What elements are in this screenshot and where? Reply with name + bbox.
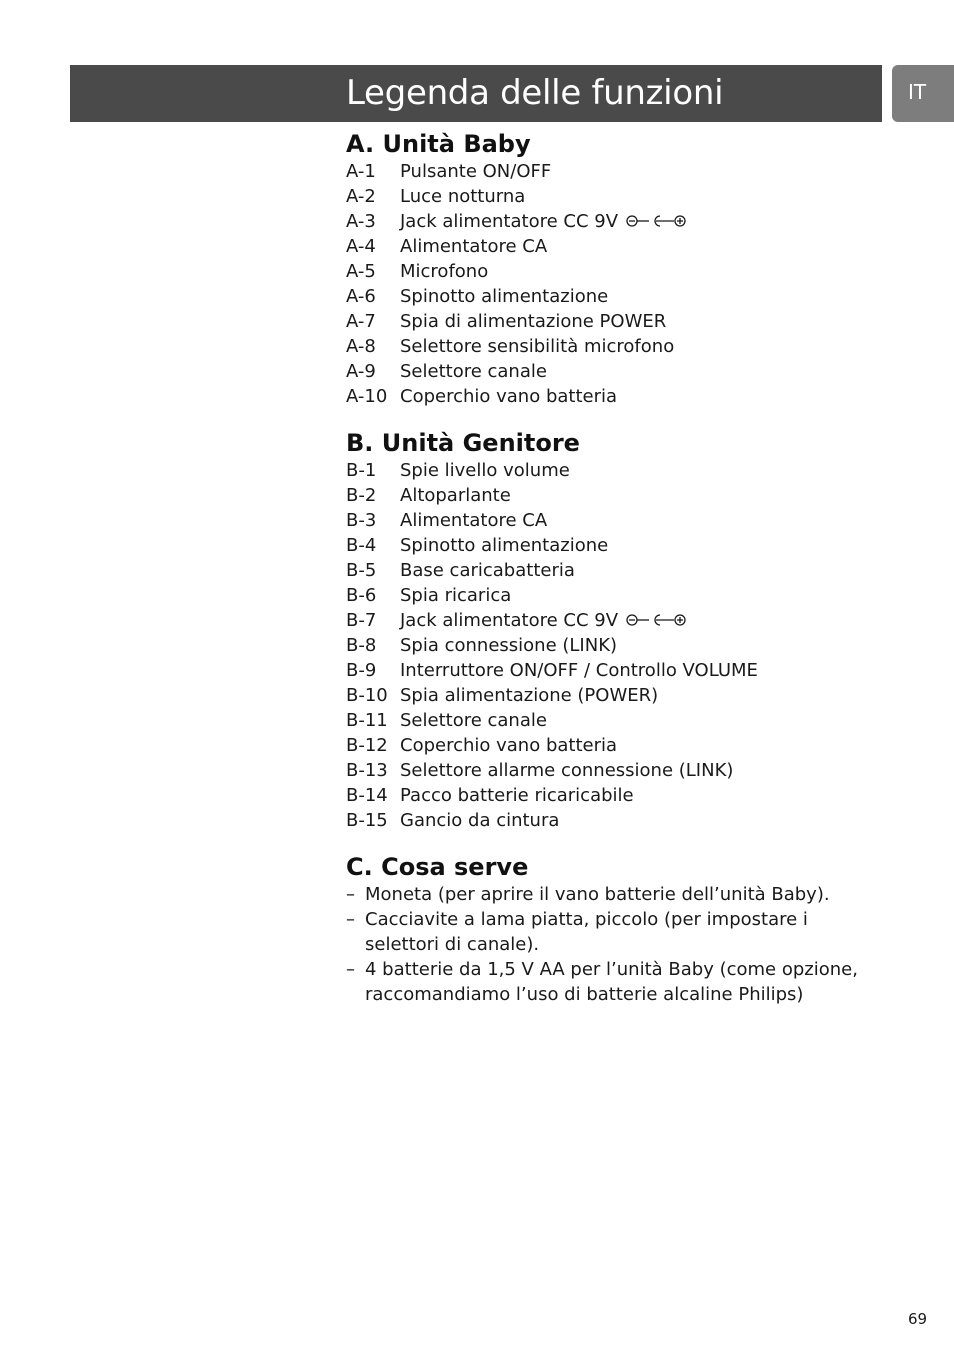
item-label-text: Selettore allarme connessione (LINK) [400, 760, 734, 781]
list-item [346, 708, 906, 733]
item-label-text: Pacco batterie ricaricabile [400, 785, 634, 806]
item-code: B-11 [346, 710, 388, 731]
item-label-text: Coperchio vano batteria [400, 386, 618, 407]
item-code: B-7 [346, 610, 377, 631]
item-label-text: Jack alimentatore CC 9V [400, 610, 619, 631]
section-c-list [346, 882, 866, 1007]
section-b-list [346, 458, 906, 833]
item-label-text: Pulsante ON/OFF [400, 161, 552, 182]
list-item [346, 309, 906, 334]
item-label [400, 458, 570, 483]
item-code: B-2 [346, 485, 377, 506]
item-label [400, 309, 666, 334]
item-label [400, 633, 617, 658]
bullet-text: Moneta (per aprire il vano batterie dell’unità Baby). [365, 884, 830, 905]
item-code: A-4 [346, 236, 376, 257]
item-code: B-6 [346, 585, 377, 606]
dc-polarity-icon [624, 213, 688, 229]
item-label-text: Alimentatore CA [400, 236, 548, 257]
item-label-text: Alimentatore CA [400, 510, 548, 531]
list-item [346, 957, 866, 1007]
item-label [400, 608, 688, 633]
item-label-text: Spinotto alimentazione [400, 286, 609, 307]
item-label [400, 334, 674, 359]
list-item [346, 882, 866, 907]
item-label [400, 558, 575, 583]
list-item [346, 733, 906, 758]
list-item [346, 583, 906, 608]
item-label [400, 184, 525, 209]
list-item [346, 334, 906, 359]
item-label [400, 384, 617, 409]
item-label-text: Luce notturna [400, 186, 526, 207]
bullet-text: 4 batterie da 1,5 V AA per l’unità Baby (come opzione, raccomandiamo l’uso di batterie alcaline Philips) [365, 959, 858, 1005]
item-code: A-1 [346, 161, 376, 182]
item-label [400, 808, 559, 833]
item-label-text: Spinotto alimentazione [400, 535, 609, 556]
item-code: B-5 [346, 560, 377, 581]
item-label [400, 758, 733, 783]
item-label-text: Gancio da cintura [400, 810, 560, 831]
item-label [400, 508, 547, 533]
header-bar [70, 65, 882, 122]
item-label [400, 733, 617, 758]
item-code: B-13 [346, 760, 388, 781]
item-label [400, 234, 547, 259]
item-label [400, 159, 551, 184]
item-label-text: Spia alimentazione (POWER) [400, 685, 659, 706]
item-label-text: Microfono [400, 261, 489, 282]
item-code: B-4 [346, 535, 377, 556]
section-b-title: B. Unità Genitore [346, 429, 580, 457]
section-a-title: A. Unità Baby [346, 130, 531, 158]
bullet-dash: – [346, 909, 355, 930]
item-label-text: Interruttore ON/OFF / Controllo VOLUME [400, 660, 758, 681]
item-label-text: Spia di alimentazione POWER [400, 311, 667, 332]
language-label: IT [908, 80, 927, 104]
section-c-title: C. Cosa serve [346, 853, 529, 881]
item-code: A-2 [346, 186, 376, 207]
item-code: A-3 [346, 211, 376, 232]
list-item [346, 608, 906, 633]
list-item [346, 758, 906, 783]
item-label-text: Jack alimentatore CC 9V [400, 211, 619, 232]
item-code: B-12 [346, 735, 388, 756]
item-label [400, 658, 758, 683]
item-code: B-3 [346, 510, 377, 531]
item-code: B-1 [346, 460, 377, 481]
list-item [346, 159, 906, 184]
item-label [400, 683, 658, 708]
item-label [400, 284, 608, 309]
item-code: B-14 [346, 785, 388, 806]
list-item [346, 483, 906, 508]
item-label [400, 359, 547, 384]
item-code: A-7 [346, 311, 376, 332]
list-item [346, 633, 906, 658]
list-item [346, 284, 906, 309]
item-label-text: Spia ricarica [400, 585, 512, 606]
list-item [346, 683, 906, 708]
item-code: A-6 [346, 286, 376, 307]
item-label-text: Selettore canale [400, 710, 547, 731]
dc-polarity-icon [624, 612, 688, 628]
item-label-text: Spia connessione (LINK) [400, 635, 618, 656]
item-code: B-15 [346, 810, 388, 831]
list-item [346, 508, 906, 533]
list-item [346, 533, 906, 558]
list-item [346, 184, 906, 209]
item-code: B-10 [346, 685, 388, 706]
item-label-text: Base caricabatteria [400, 560, 575, 581]
item-code: A-8 [346, 336, 376, 357]
list-item [346, 384, 906, 409]
bullet-dash: – [346, 959, 355, 980]
item-label [400, 708, 547, 733]
item-label [400, 783, 634, 808]
item-label [400, 259, 488, 284]
list-item [346, 259, 906, 284]
item-label-text: Selettore canale [400, 361, 547, 382]
list-item [346, 783, 906, 808]
item-label [400, 209, 688, 234]
item-label [400, 583, 511, 608]
language-tab [892, 65, 954, 122]
bullet-text: Cacciavite a lama piatta, piccolo (per impostare i selettori di canale). [365, 909, 808, 955]
item-label-text: Selettore sensibilità microfono [400, 336, 675, 357]
list-item [346, 458, 906, 483]
page-title: Legenda delle funzioni [346, 73, 724, 113]
item-label-text: Altoparlante [400, 485, 511, 506]
item-code: A-9 [346, 361, 376, 382]
item-code: B-8 [346, 635, 377, 656]
bullet-dash: – [346, 884, 355, 905]
page-number: 69 [908, 1310, 928, 1328]
list-item [346, 808, 906, 833]
item-code: A-10 [346, 386, 388, 407]
section-a-list [346, 159, 906, 409]
list-item [346, 359, 906, 384]
item-label-text: Spie livello volume [400, 460, 570, 481]
list-item [346, 558, 906, 583]
list-item [346, 907, 866, 957]
item-label [400, 533, 608, 558]
list-item [346, 209, 906, 234]
item-label-text: Coperchio vano batteria [400, 735, 618, 756]
list-item [346, 658, 906, 683]
item-code: A-5 [346, 261, 376, 282]
item-code: B-9 [346, 660, 377, 681]
list-item [346, 234, 906, 259]
item-label [400, 483, 511, 508]
